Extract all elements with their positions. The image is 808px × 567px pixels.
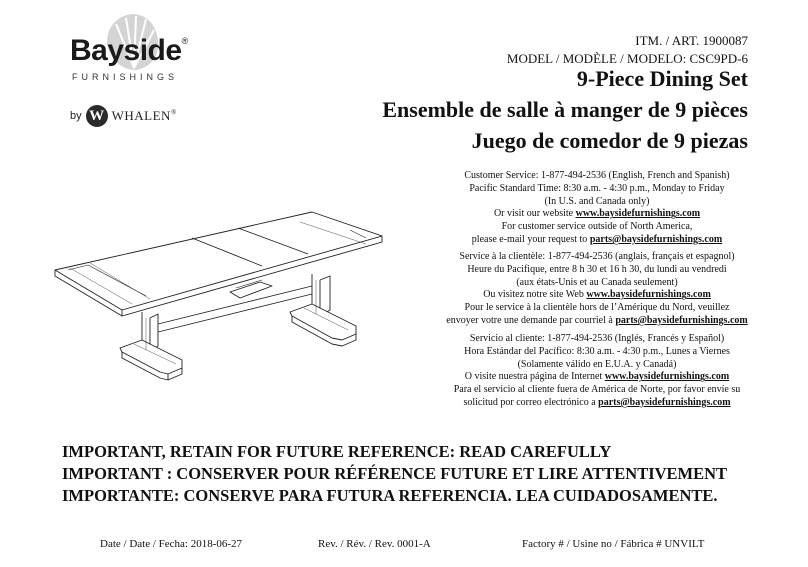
- contact-line: Heure du Pacifique, entre 8 h 30 et 16 h 30, du lundi au vendredi: [467, 263, 727, 275]
- bayside-logo: [58, 10, 198, 130]
- contact-line: Para el servicio al cliente fuera de América de Norte, por favor envíe su: [453, 384, 741, 396]
- email-link[interactable]: parts@baysidefurnishings.com: [615, 314, 748, 326]
- website-link[interactable]: www.baysidefurnishings.com: [604, 371, 730, 383]
- contact-line: Service à la clientèle: 1-877-494-2536 (anglais, français et espagnol): [459, 251, 735, 262]
- dining-table-illustration: [50, 200, 400, 395]
- contact-block-es: [400, 333, 794, 410]
- contact-line: Customer Service: 1-877-494-2536 (English, French and Spanish): [464, 170, 730, 181]
- footer-revision: Rev. / Rév. / Rev. 0001-A: [318, 538, 431, 550]
- contact-line: solicitud por correo electrónico a parts@baysidefurnishings.com: [463, 396, 731, 408]
- contact-line: Or visit our website www.baysidefurnishings.com: [493, 208, 701, 220]
- brand-subtitle: FURNISHINGS: [72, 72, 179, 82]
- title-fr: Ensemble de salle à manger de 9 pièces: [382, 97, 748, 122]
- title-en: 9-Piece Dining Set: [576, 66, 748, 91]
- contact-line: envoyer votre une demande par courriel à parts@baysidefurnishings.com: [446, 314, 748, 326]
- contact-line: Pour le service à la clientèle hors de l’Amérique du Nord, veuillez: [464, 302, 730, 314]
- contact-line: Pacific Standard Time: 8:30 a.m. - 4:30 p.m., Monday to Friday: [469, 182, 725, 194]
- by-label: by: [70, 110, 82, 122]
- title-es: Juego de comedor de 9 piezas: [471, 128, 748, 153]
- contact-block-fr: [400, 251, 794, 328]
- whalen-logo-icon: W: [86, 105, 108, 127]
- partner-byline: [70, 105, 177, 127]
- email-link[interactable]: parts@baysidefurnishings.com: [598, 396, 731, 408]
- website-link[interactable]: www.baysidefurnishings.com: [575, 208, 701, 220]
- brand-name: Bayside®: [70, 34, 188, 67]
- contact-line: Hora Estándar del Pacífico: 8:30 a.m. - 4:30 p.m., Lunes a Viernes: [464, 345, 730, 357]
- contact-block-en: [400, 170, 794, 247]
- contact-line: (Solamente válido en E.U.A. y Canadá): [517, 358, 677, 370]
- model-number: MODEL / MODÈLE / MODELO: CSC9PD-6: [506, 51, 748, 66]
- email-link[interactable]: parts@baysidefurnishings.com: [589, 233, 723, 245]
- website-link[interactable]: www.baysidefurnishings.com: [586, 289, 711, 301]
- important-notice-fr: IMPORTANT : CONSERVER POUR RÉFÉRENCE FUTURE ET LIRE ATTENTIVEMENT: [62, 464, 728, 483]
- contact-line: (In U.S. and Canada only): [544, 195, 650, 207]
- contact-line: please e-mail your request to parts@baysidefurnishings.com: [471, 233, 723, 245]
- partner-name: WHALEN®: [111, 108, 177, 123]
- contact-line: (aux états-Unis et au Canada seulement): [516, 276, 678, 288]
- footer-factory: Factory # / Usine no / Fábrica # UNVILT: [522, 538, 705, 550]
- contact-line: Ou visitez notre site Web www.baysidefurnishings.com: [483, 289, 711, 301]
- item-number: ITM. / ART. 1900087: [635, 33, 748, 48]
- important-notice-es: IMPORTANTE: CONSERVE PARA FUTURA REFERENCIA. LEA CUIDADOSAMENTE.: [62, 486, 718, 505]
- footer-date: Date / Date / Fecha: 2018-06-27: [100, 538, 243, 550]
- contact-line: O visite nuestra página de Internet www.baysidefurnishings.com: [464, 371, 730, 383]
- important-notice-en: IMPORTANT, RETAIN FOR FUTURE REFERENCE: READ CAREFULLY: [62, 442, 612, 461]
- contact-line: Servicio al cliente: 1-877-494-2536 (Inglés, Francés y Español): [469, 333, 725, 344]
- contact-line: For customer service outside of North America,: [501, 221, 693, 233]
